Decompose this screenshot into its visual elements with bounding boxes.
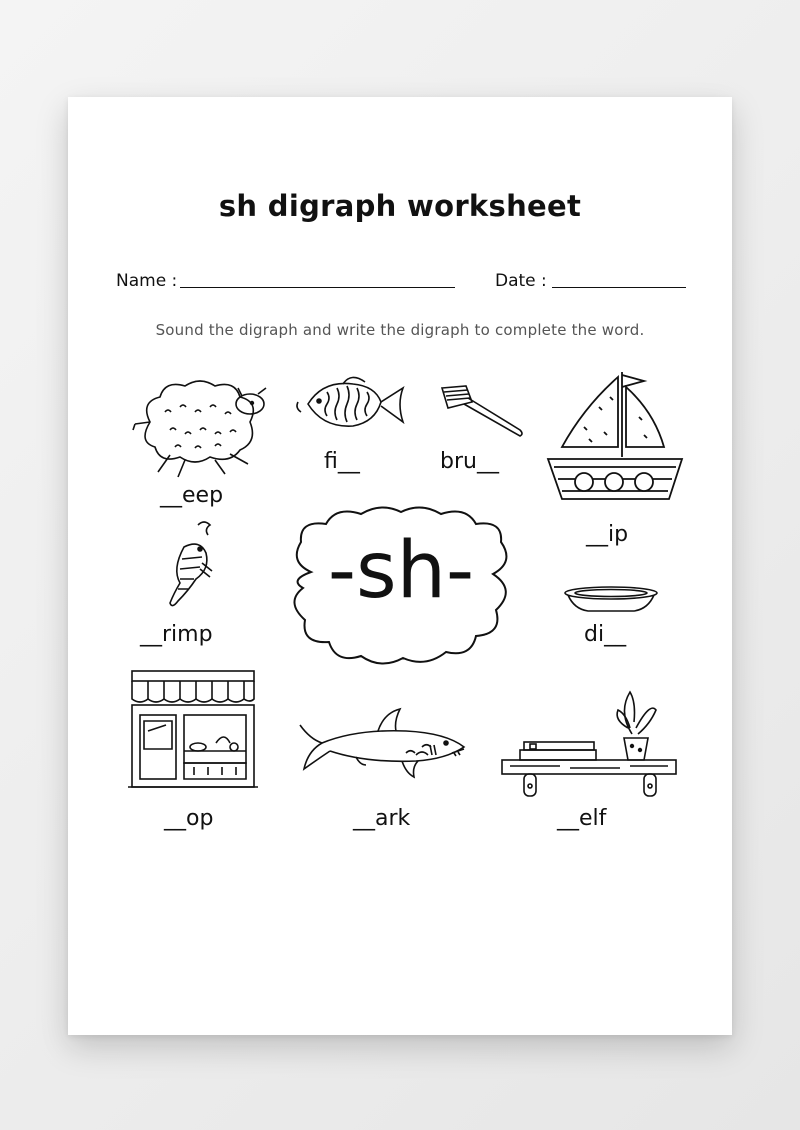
worksheet-title: sh digraph worksheet: [218, 189, 582, 223]
brush-icon: [438, 382, 526, 437]
shrimp-icon: [160, 517, 220, 612]
word-sheep: __eep: [160, 483, 224, 508]
word-shop: __op: [164, 806, 214, 831]
word-brush: bru__: [440, 449, 499, 474]
word-shrimp: __rimp: [140, 622, 213, 647]
name-label: Name :: [116, 271, 178, 291]
center-digraph: -sh-: [327, 526, 475, 616]
shark-icon: [296, 707, 471, 782]
instruction-text: Sound the digraph and write the digraph to complete the word.: [155, 321, 645, 339]
digraph-cloud: [281, 502, 521, 672]
ship-icon: [544, 367, 686, 512]
word-ship: __ip: [586, 522, 629, 547]
word-fish: fi__: [324, 449, 360, 474]
sheep-icon: [130, 372, 270, 482]
shelf-icon: [500, 682, 678, 804]
worksheet-page: [68, 97, 732, 1035]
word-shark: __ark: [353, 806, 411, 831]
date-field[interactable]: [552, 287, 686, 288]
shop-icon: [128, 669, 258, 791]
fish-icon: [293, 372, 408, 437]
date-label: Date :: [495, 271, 547, 291]
word-shelf: __elf: [557, 806, 607, 831]
dish-icon: [562, 585, 660, 617]
name-field[interactable]: [180, 287, 455, 288]
word-dish: di__: [584, 622, 627, 647]
